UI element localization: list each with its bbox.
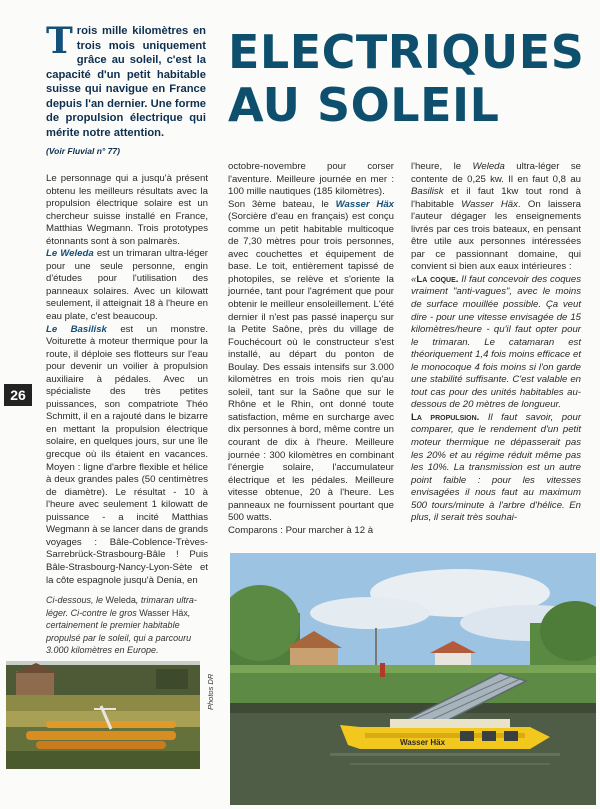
quote-propulsion-text: Il faut savoir, pour comparer, que le rendement d'un petit moteur thermique ne dépasserait pas les 20% et au régime réduit même pas les 10%. La transmission est un autre point faible : pour les vitesses envisagées il nous faut au maximum 500 tours/minute à l'arbre d'hélice. En plus, il serait très souhai-	[411, 411, 582, 524]
col3-p1-b: ultra-léger se contente de 0,25 kw. Il en faut 0,8 au	[411, 161, 582, 185]
photo-credit: Photos DR	[206, 673, 215, 710]
lead-reference: (Voir Fluvial n° 77)	[46, 145, 120, 156]
boat-name-wasser-hax: Wasser Häx	[335, 198, 394, 210]
quote-hull-label: La coque.	[416, 273, 459, 285]
photo-wasser-hax	[230, 553, 596, 805]
caption-boat-wasser-hax: Wasser Häx	[139, 607, 188, 618]
col2-paragraph-2	[228, 199, 394, 525]
caption-boat-weleda: Weleda	[105, 595, 136, 605]
col1-paragraph-2	[46, 248, 208, 323]
col1-paragraph-1: Le personnage qui a jusqu'à présent obtenu les meilleurs résultats avec la propulsion électrique solaire est un chercheur suisse installé en France, Matthias Wegmann. Trois prototypes étonnants sont à son palmarès.	[46, 173, 208, 247]
article-column-3	[411, 161, 581, 525]
drop-cap: T	[46, 20, 73, 62]
caption-part-3: , certainement le premier habitable propulsé par le soleil, qui a parcouru 3.000 kilomètres en Europe.	[46, 607, 192, 655]
col2-paragraph-3: Comparons : Pour marcher à 12 à	[228, 524, 374, 536]
page-number: 26	[4, 384, 32, 406]
col1-paragraph-2-text: est un trimaran ultra-léger pour une seule personne, engin d'études pour l'utilisation des panneaux solaires. Avec un kilowatt seulement, il atteignait 18 à l'heure en eau plate, c'est beaucoup.	[46, 248, 208, 323]
col3-quote-propulsion	[411, 412, 581, 525]
col3-p1-c: et il faut 1kw tout rond à l'habitable	[411, 186, 581, 210]
article-headline	[228, 26, 588, 132]
col1-paragraph-3	[46, 324, 208, 587]
caption-part-2: , trimaran ultra-léger. Ci-contre le gros	[46, 595, 197, 618]
headline-line-1: ELECTRIQUES	[228, 25, 585, 79]
boat-name-weleda-2: Weleda	[472, 161, 505, 172]
col3-p1-a: l'heure, le	[411, 161, 473, 172]
boat-name-basilisk: Le Basilisk	[46, 323, 107, 335]
boat-name-weleda: Le Weleda	[46, 248, 94, 260]
boat-name-basilisk-2: Basilisk	[411, 186, 444, 198]
weleda-photo-illustration	[6, 661, 200, 769]
article-column-2	[228, 161, 394, 537]
boat-hull-text: Wasser Häx	[400, 738, 446, 747]
caption-part-1: Ci-dessous, le	[46, 595, 106, 605]
photo-caption	[46, 594, 204, 657]
article-column-1	[46, 173, 208, 587]
col2-paragraph-2-start: Son 3ème bateau, le	[228, 198, 336, 210]
lead-text: rois mille kilomètres en trois mois uniquement grâce au soleil, c'est la capacité d'un petit habitable suisse qui navigue en France depuis l'an dernier. Une forme de propulsion électrique qui mérite notre attention.	[46, 25, 206, 139]
col2-paragraph-2-text: (Sorcière d'eau en français) est conçu comme un petit habitable multicoque de 7,30 mètres pour trois personnes, avec couchettes et équipement de base. Le toit, entièrement tapissé de photopiles, se relève et s'oriente la journée, tant pour l'agrément que pour obtenir le meilleur ensoleillement. L'été dernier il n'est pas passé inaperçu sur la Petite Saône, près du village de Fouchécourt où le constructeur s'est installé, au départ du ponton de Boulay. Des essais intensifs sur 3.000 kilomètres en trois mois rien qu'au soleil, tant sur la Saône que sur le Rhône et le Rhin, ont donné toute satisfaction, même en surcharge avec dix personnes à bord, même contre un courant de dix à l'heure. Meilleure journée : 300 kilomètres en combinant l'énergie solaire, l'accumulateur électrique et les pédales. Meilleure vitesse obtenue, 20 à l'heure. Les panneaux ne fournissent pourtant que 500 watts.	[228, 211, 394, 524]
boat-name-wasser-hax-2: Wasser Häx	[461, 198, 518, 210]
col3-paragraph-1	[411, 161, 581, 274]
quote-hull-text: Il faut concevoir des coques vraiment "anti-vagues", avec le moins de surface mouillée possible. Ça veut dire - pour une vitesse envisagée de 15 kilomètres/heure - qu'il faut opter pour le trimaran. Le catamaran est théoriquement 1,4 fois moins efficace et le monocoque 4 fois moins si l'on garde une stabilité suffisante. C'est valable en tout cas pour des unités habitables au-dessous de 20 mètres de longueur.	[411, 273, 581, 411]
headline-line-2: AU SOLEIL	[228, 78, 500, 132]
photo-weleda-trimaran	[6, 661, 200, 769]
wasser-hax-photo-illustration	[230, 553, 596, 805]
col1-paragraph-3-text: est un monstre. Voiturette à moteur thermique pour la route, il déploie ses flotteurs sur l'eau pour devenir un voilier à propulsion auxiliaire à pédales. Avec un spécialiste des très petites puissances, son compatriote Théo Schmitt, il en a rajouté dans le bizarre en mettant la propulsion électrique solaire, en quelques jours, sur une île grecque où ils étaient en vacances. Moyen : ligne d'arbre flexible et hélice à deux grandes pales (50 centimètres de diamètre). Le résultat - 10 à l'heure avec seulement 1 kilowatt de puissance - a incité Matthias Wegmann à se lancer dans de grands voyages : Bâle-Coblence-Trèves-Sarrebrück-Strasbourg-Bâle ! Puis Bâle-Strasbourg-Nancy-Lyon-Sète et la côte espagnole jusqu'à Denia, en	[46, 323, 208, 586]
col3-quote-hull	[411, 274, 581, 412]
col3-p1-d: . On laissera l'auteur dégager les enseignements livrés par ces trois bateaux, en pensant être utile aux personnes intéressées par ce passionnant domaine, qui convient si bien aux eaux intérieures :	[411, 198, 582, 273]
lead-paragraph	[46, 20, 206, 157]
quote-propulsion-label: La propulsion.	[411, 411, 480, 423]
quote-open-mark: «	[411, 273, 417, 285]
col2-paragraph-1: octobre-novembre pour corser l'aventure. Meilleure journée en mer : 100 mille nautiques (185 kilomètres).	[228, 161, 394, 198]
